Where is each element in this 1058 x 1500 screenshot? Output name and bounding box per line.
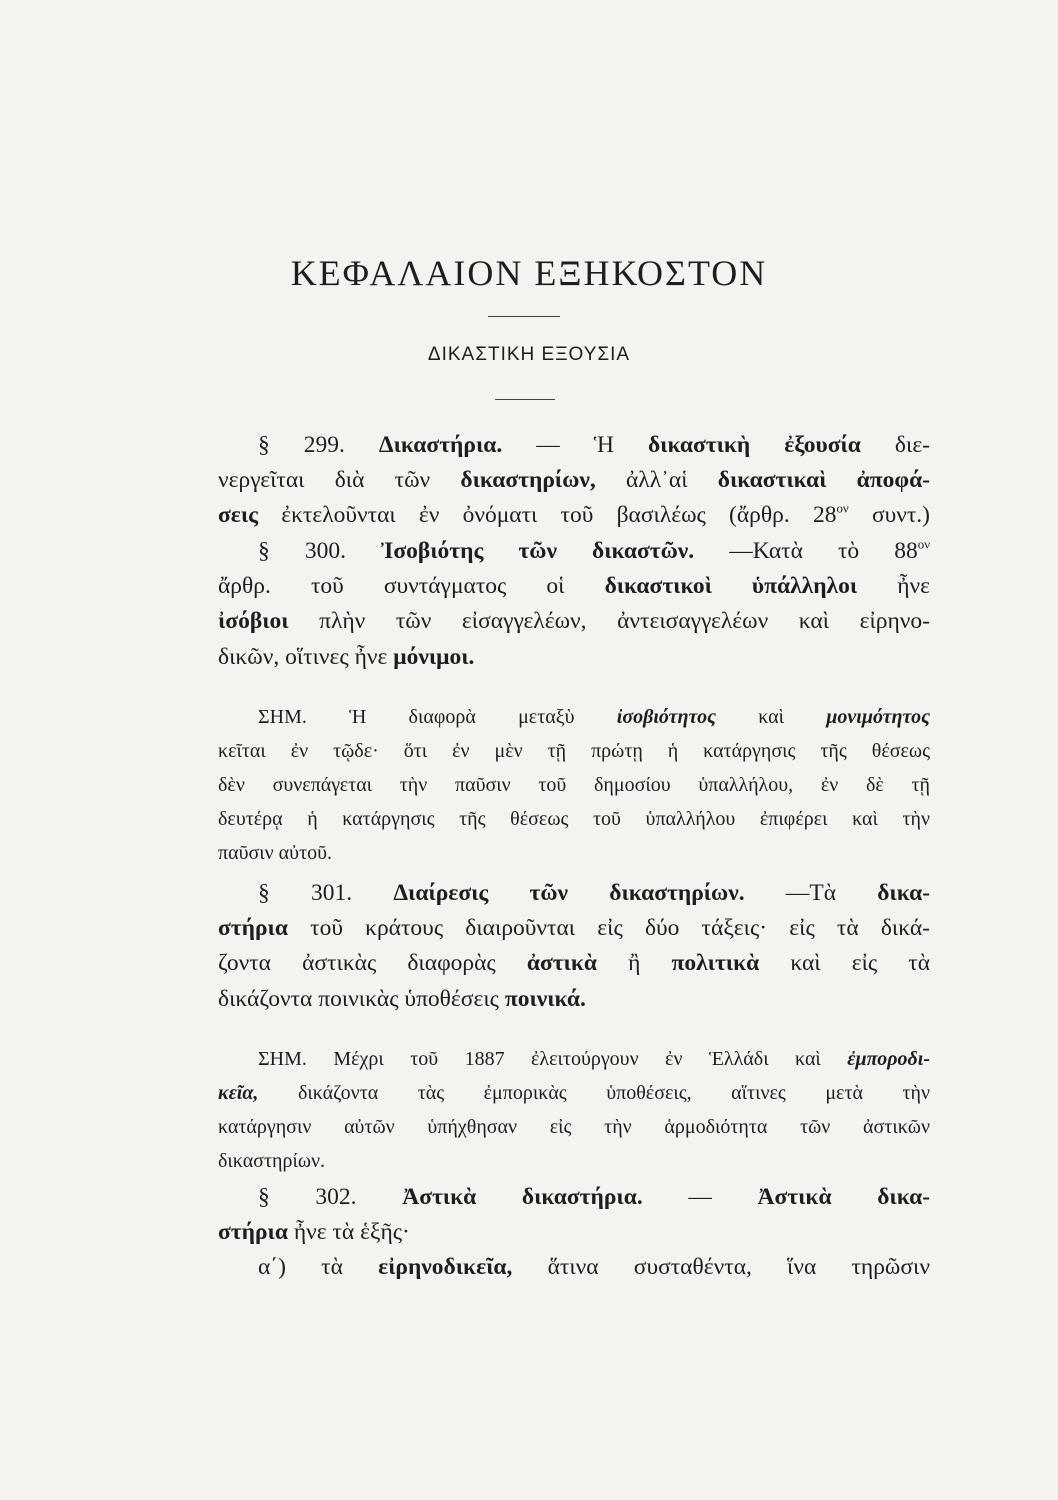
bold-term: ἐξουσία (784, 432, 861, 458)
bold-term: μόνιμοι. (393, 643, 475, 670)
bold-term: Ἀστικὰ δικα- (757, 1184, 931, 1210)
section-heading: ΔΙΚΑΣΤΙΚΗ ΕΞΟΥΣΙΑ (427, 344, 631, 365)
text-line: κεῖται ἐν τῷδε· ὅτι ἐν μὲν τῇ πρώτῃ ἡ κατάργησις τῆς θέσεως (218, 740, 930, 762)
bold-term: εἰρηνοδικεῖα, (378, 1254, 513, 1281)
text-span: ἅτινα συσταθέντα, ἵνα τηρῶσιν (547, 1254, 931, 1281)
text-span: ἦνε (897, 573, 931, 600)
text-line (218, 700, 930, 734)
bold-term: πολιτικὰ (671, 950, 760, 977)
text-line (218, 1215, 930, 1250)
text-span: — (688, 1184, 712, 1210)
italic-term: κεῖα, (218, 1082, 259, 1104)
bold-term: δικαστηρίων, (460, 467, 596, 494)
text-line: δικαστηρίων. (218, 1150, 326, 1172)
text-span: διε- (894, 432, 931, 458)
text-span: ἦνε τὰ ἑξῆς· (293, 1219, 410, 1246)
italic-term: ἰσοβιότητος (616, 706, 716, 728)
text-line: παῦσιν αὐτοῦ. (218, 842, 333, 864)
section-title: Διαίρεσις τῶν δικαστηρίων. (393, 880, 745, 906)
bold-term: ποινικά. (504, 985, 586, 1012)
paragraph-300 (218, 534, 930, 675)
bold-term: δικαστικοὶ ὑπάλληλοι (604, 573, 858, 600)
text-span: — Ἡ (536, 432, 614, 458)
divider (488, 316, 560, 317)
superscript: ον (836, 500, 849, 516)
text-span: —Κατὰ τὸ 88 (729, 538, 918, 564)
section-number: § 302. (258, 1184, 357, 1210)
text-line (218, 1180, 930, 1215)
text-span: —Τὰ (785, 880, 837, 906)
text-span: τοῦ κράτους διαιροῦνται εἰς δύο τάξεις· εἰς τὰ δικά- (310, 915, 931, 942)
bold-term: δικαστικαὶ ἀποφά- (717, 467, 931, 494)
superscript: ον (917, 536, 931, 552)
text-line (218, 428, 930, 463)
text-line (218, 876, 930, 911)
text-line (218, 640, 930, 675)
italic-term: ἐμποροδι- (847, 1048, 930, 1070)
text-line: δὲν συνεπάγεται τὴν παῦσιν τοῦ δημοσίου ὑπαλλήλου, ἐν δὲ τῇ (218, 774, 930, 796)
bold-term: στήρια (218, 915, 288, 942)
bold-term: ἰσόβιοι (218, 608, 289, 635)
text-span: ἐκτελοῦνται ἐν ὀνόματι τοῦ βασιλέως (ἄρθρ. 28 (281, 502, 837, 529)
text-line (218, 604, 930, 639)
text-span: ἄρθρ. τοῦ συντάγματος οἱ (218, 573, 565, 600)
section-number: § 300. (258, 538, 346, 564)
paragraph-302 (218, 1180, 930, 1286)
text-span: δικάζοντα ποινικὰς ὑποθέσεις (218, 985, 499, 1012)
paragraph-299 (218, 428, 930, 534)
bold-term: στήρια (218, 1219, 288, 1246)
text-span: νεργεῖται διὰ τῶν (218, 467, 431, 494)
text-line: δευτέρᾳ ἡ κατάργησις τῆς θέσεως τοῦ ὑπαλλήλου ἐπιφέρει καὶ τὴν (218, 808, 930, 830)
italic-term: μονιμότητος (826, 706, 931, 728)
bold-term: ἀστικὰ (526, 950, 598, 977)
text-span: καὶ εἰς τὰ (790, 950, 931, 977)
text-line: κατάργησιν αὐτῶν ὑπήχθησαν εἰς τὴν ἁρμοδιότητα τῶν ἀστικῶν (218, 1116, 930, 1138)
chapter-title: ΚΕΦΑΛΑΙΟΝ ΕΞΗΚΟΣΤΟΝ (290, 253, 768, 293)
text-span: ἢ (628, 950, 641, 977)
text-span: α΄) τὰ (258, 1254, 343, 1281)
text-span: ζοντα ἀστικὰς διαφορὰς (218, 950, 496, 977)
note-2 (218, 1042, 930, 1178)
section-number: § 299. (258, 432, 345, 458)
text-line (218, 569, 930, 604)
text-span: συντ.) (871, 502, 931, 529)
text-span: πλὴν τῶν εἰσαγγελέων, ἀντεισαγγελέων καὶ εἰρηνο- (319, 608, 931, 635)
bold-term: σεις (218, 502, 259, 529)
text-line (218, 534, 930, 569)
section-title: Ἰσοβιότης τῶν δικαστῶν. (381, 538, 695, 564)
text-span: ἀλλ᾿αἱ (626, 467, 688, 494)
text-line (218, 911, 930, 946)
text-span: ΣΗΜ. Μέχρι τοῦ 1887 ἐλειτούργουν ἐν Ἑλλάδι καὶ (258, 1048, 821, 1070)
bold-term: δικαστικὴ (647, 432, 751, 458)
section-number: § 301. (258, 880, 353, 906)
section-title: Δικαστήρια. (378, 432, 503, 458)
divider (495, 399, 555, 400)
text-line (218, 946, 930, 981)
text-line (218, 1250, 930, 1285)
text-line (218, 982, 930, 1017)
text-line (218, 498, 930, 533)
bold-term: δικα- (877, 880, 931, 906)
text-span: δικάζοντα τὰς ἐμπορικὰς ὑποθέσεις, αἵτινες μετὰ τὴν (297, 1082, 930, 1104)
paragraph-301 (218, 876, 930, 1017)
note-1 (218, 700, 930, 870)
text-line (218, 1076, 930, 1110)
text-span: ΣΗΜ. Ἡ διαφορὰ μεταξὺ (258, 706, 575, 728)
text-line (218, 463, 930, 498)
text-span: δικῶν, οἵτινες ἦνε (218, 643, 388, 670)
section-title: Ἀστικὰ δικαστήρια. (402, 1184, 643, 1210)
text-line (218, 1042, 930, 1076)
text-span: καὶ (758, 706, 785, 728)
